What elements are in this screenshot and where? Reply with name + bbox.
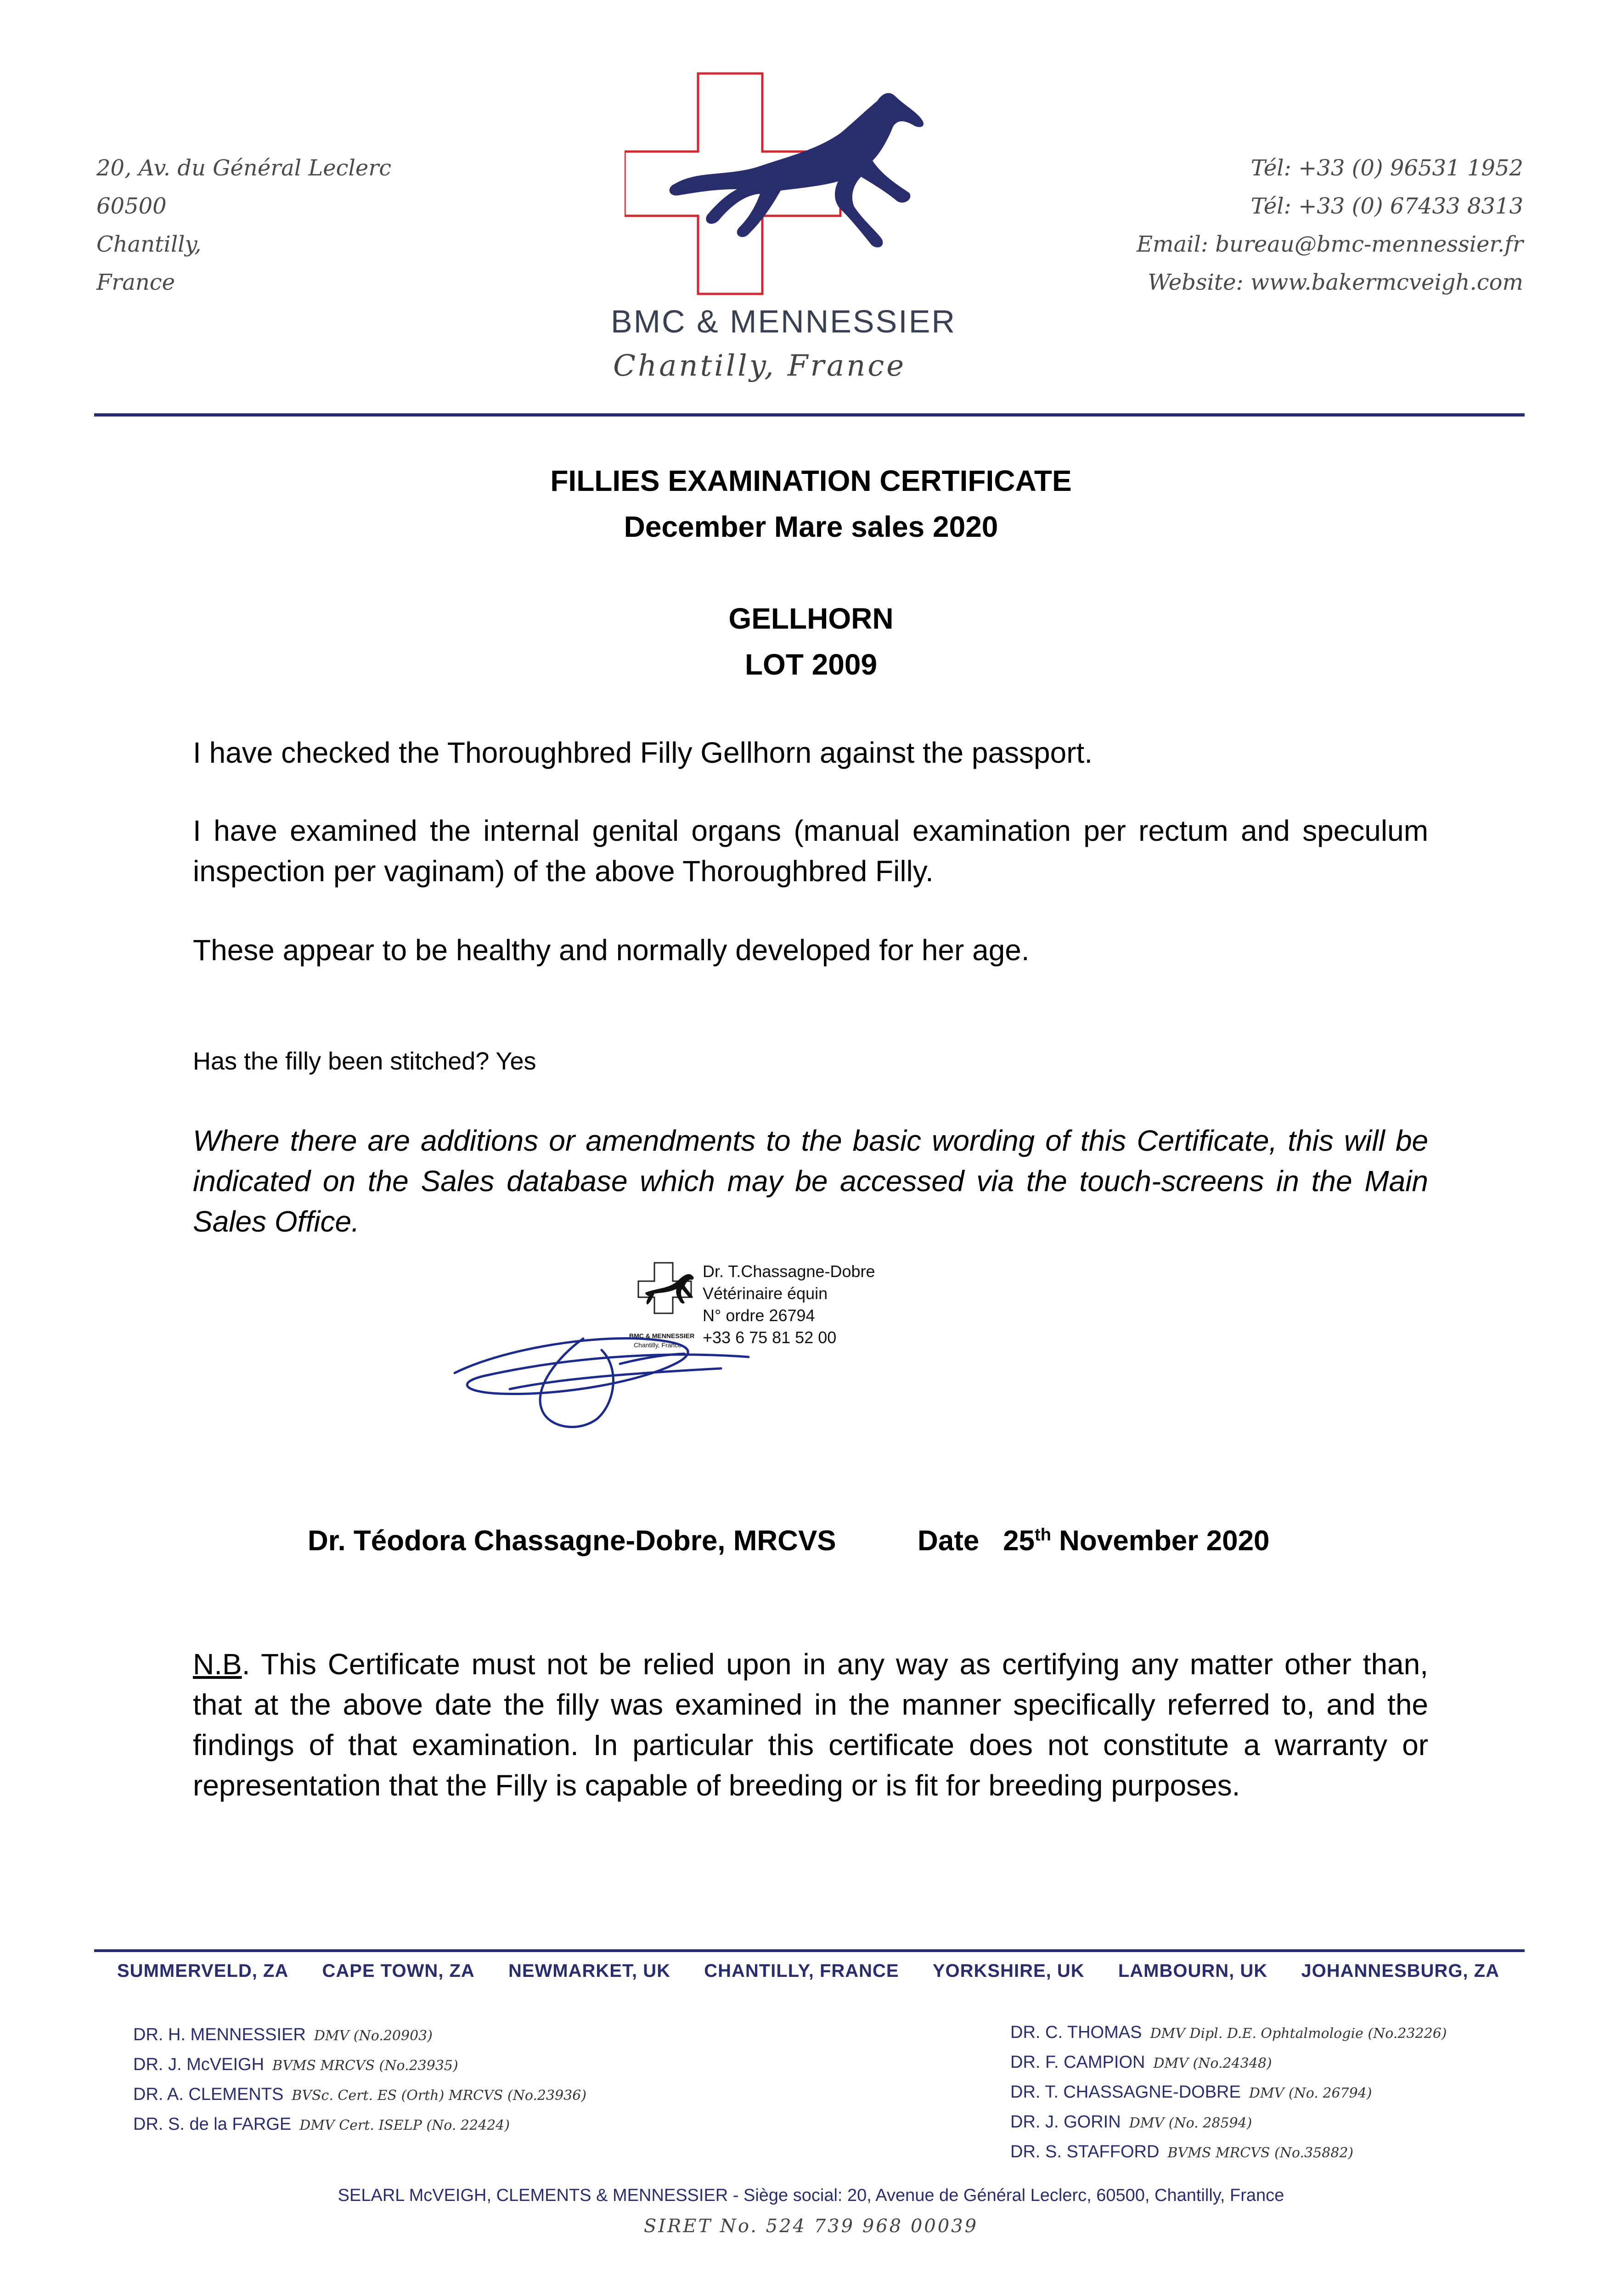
brand-place: Chantilly, France bbox=[613, 349, 907, 383]
address-line: France bbox=[96, 270, 175, 295]
location-item: NEWMARKET, UK bbox=[508, 1961, 670, 1981]
vet-row bbox=[133, 2020, 586, 2050]
nb-text: . This Certificate must not be relied upon in any way as certifying any matter other than, that at the above date the filly was examined in the manner specifically referred to, and the findings of that examination. In particular this certificate does not constitute a warranty or representation that the Filly is capable of breeding or is fit for breeding purposes. bbox=[193, 1648, 1428, 1802]
date-rest: November 2020 bbox=[1059, 1525, 1270, 1557]
email: Email: bureau@bmc-mennessier.fr bbox=[1137, 231, 1523, 257]
examination-paragraph: I have examined the internal genital organs (manual examination per rectum and speculum inspection per vaginam) of the above Thoroughbred Filly. bbox=[193, 814, 1428, 888]
vet-qual: DMV Dipl. D.E. Ophtalmologie (No.23226) bbox=[1150, 2026, 1447, 2042]
date-day: 25 bbox=[1003, 1525, 1035, 1557]
vet-qual: DMV (No.20903) bbox=[314, 2028, 433, 2044]
header-divider bbox=[94, 413, 1525, 416]
stamp-line: N° ordre 26794 bbox=[703, 1306, 815, 1325]
horse-cross-logo-icon bbox=[625, 69, 983, 298]
vet-qual: DMV (No.24348) bbox=[1153, 2055, 1272, 2071]
vet-row bbox=[1010, 2048, 1447, 2078]
address-line: Chantilly, bbox=[96, 231, 202, 257]
vet-name: DR. J. McVEIGH bbox=[133, 2055, 265, 2074]
vet-row bbox=[133, 2110, 586, 2140]
vet-name: DR. A. CLEMENTS bbox=[133, 2085, 284, 2104]
phone-2: Tél: +33 (0) 67433 8313 bbox=[1250, 193, 1523, 219]
passport-check-paragraph: I have checked the Thoroughbred Filly Gellhorn against the passport. bbox=[193, 736, 1093, 769]
stamp-line: +33 6 75 81 52 00 bbox=[703, 1328, 837, 1347]
location-item: CAPE TOWN, ZA bbox=[322, 1961, 475, 1981]
contact-block bbox=[1137, 149, 1523, 302]
vet-qual: BVMS MRCVS (No.35882) bbox=[1167, 2145, 1354, 2161]
address-line: 60500 bbox=[96, 193, 167, 219]
location-item: JOHANNESBURG, ZA bbox=[1301, 1961, 1499, 1981]
location-item: CHANTILLY, FRANCE bbox=[704, 1961, 899, 1981]
vet-name: DR. H. MENNESSIER bbox=[133, 2025, 306, 2044]
stitched-question: Has the filly been stitched? Yes bbox=[193, 1047, 536, 1075]
date-suffix: th bbox=[1035, 1525, 1051, 1545]
location-item: SUMMERVELD, ZA bbox=[117, 1961, 289, 1981]
vet-row bbox=[1010, 2138, 1447, 2167]
stamp-mini-place: Chantilly, France bbox=[634, 1341, 682, 1349]
footer-divider bbox=[94, 1949, 1525, 1952]
vet-row bbox=[1010, 2018, 1447, 2048]
vet-qual: BVSc. Cert. ES (Orth) MRCVS (No.23936) bbox=[292, 2088, 587, 2104]
phone-1: Tél: +33 (0) 96531 1952 bbox=[1250, 155, 1523, 181]
location-item: LAMBOURN, UK bbox=[1118, 1961, 1268, 1981]
vets-right-list bbox=[1010, 2018, 1447, 2167]
vet-name: DR. J. GORIN bbox=[1010, 2112, 1121, 2132]
address-block bbox=[96, 149, 391, 302]
stamp-mini-brand: BMC & MENNESSIER bbox=[629, 1332, 695, 1339]
vet-qual: BVMS MRCVS (No.23935) bbox=[272, 2058, 458, 2074]
vet-name: DR. T. CHASSAGNE-DOBRE bbox=[1010, 2082, 1241, 2102]
signature-date bbox=[918, 1525, 1270, 1557]
stamp-line: Dr. T.Chassagne-Dobre bbox=[703, 1262, 875, 1281]
certificate-title: FILLIES EXAMINATION CERTIFICATE bbox=[550, 464, 1072, 497]
location-item: YORKSHIRE, UK bbox=[932, 1961, 1085, 1981]
certificate-subtitle: December Mare sales 2020 bbox=[624, 510, 998, 543]
handwritten-signature bbox=[445, 1295, 776, 1446]
address-line: 20, Av. du Général Leclerc bbox=[96, 155, 392, 181]
vet-name: DR. S. de la FARGE bbox=[133, 2115, 292, 2134]
vet-row bbox=[1010, 2078, 1447, 2108]
date-label: Date bbox=[918, 1525, 980, 1557]
vet-row bbox=[133, 2050, 586, 2080]
vet-name: DR. S. STAFFORD bbox=[1010, 2142, 1160, 2161]
nb-label: N.B bbox=[193, 1648, 242, 1681]
vet-qual: DMV (No. 26794) bbox=[1249, 2085, 1372, 2101]
doctor-name: Dr. Téodora Chassagne-Dobre, MRCVS bbox=[308, 1525, 836, 1557]
horse-name: GELLHORN bbox=[728, 602, 894, 635]
stamp-line: Vétérinaire équin bbox=[703, 1284, 828, 1303]
lot-number: LOT 2009 bbox=[744, 648, 878, 681]
siret-number: SIRET No. 524 739 968 00039 bbox=[643, 2216, 979, 2237]
office-locations bbox=[117, 1961, 1499, 1981]
health-paragraph: These appear to be healthy and normally developed for her age. bbox=[193, 934, 1030, 967]
vet-qual: DMV Cert. ISELP (No. 22424) bbox=[299, 2117, 510, 2133]
vet-name: DR. C. THOMAS bbox=[1010, 2023, 1142, 2042]
vet-qual: DMV (No. 28594) bbox=[1129, 2115, 1252, 2131]
vet-row bbox=[133, 2080, 586, 2110]
website: Website: www.bakermcveigh.com bbox=[1148, 270, 1523, 295]
registered-office: SELARL McVEIGH, CLEMENTS & MENNESSIER - Siège social: 20, Avenue de Général Leclerc, 60500, Chantilly, France bbox=[338, 2186, 1284, 2205]
vets-left-list bbox=[133, 2020, 586, 2140]
disclaimer-notice bbox=[193, 1644, 1428, 1806]
brand-name: BMC & MENNESSIER bbox=[611, 304, 956, 339]
vet-row bbox=[1010, 2108, 1447, 2138]
amendments-note: Where there are additions or amendments to the basic wording of this Certificate, this will be indicated on the Sales database which may be accessed via the touch-screens in the Main Sales Office. bbox=[193, 1124, 1428, 1238]
vet-name: DR. F. CAMPION bbox=[1010, 2053, 1145, 2072]
